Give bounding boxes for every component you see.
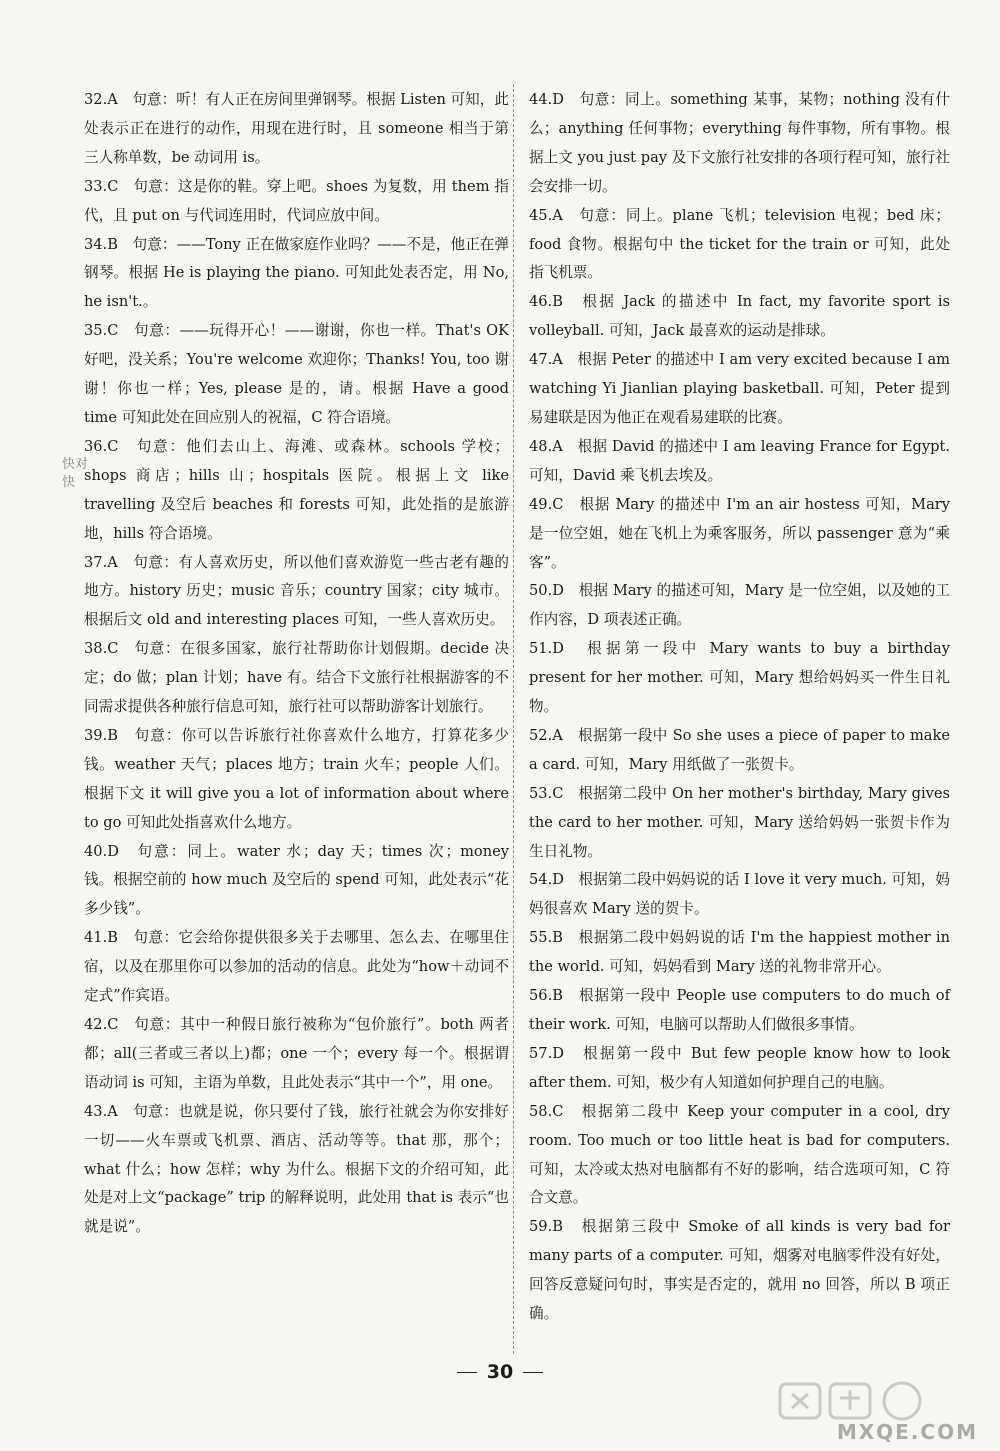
answer-item-53: 53.C 根据第二段中 On her mother's birthday, Mary gives the card to her mother. 可知，Mary 送给妈妈一张贺卡作为生日礼物。 [529,784,950,860]
answer-item-40: 40.D 句意：同上。water 水；day 天；times 次；money 钱。根据空前的 how much 及空后的 spend 可知，此处表示“花多少钱”。 [84,842,509,918]
answer-item-59: 59.B 根据第三段中 Smoke of all kinds is very bad for many parts of a computer. 可知，烟雾对电脑零件没有好处，回答反意疑问句时，事实是否定的，就用 no 回答，所以 B 项正确。 [529,1218,950,1323]
answer-item-32: 32.A 句意：听！有人正在房间里弹钢琴。根据 Listen 可知，此处表示正在进行的动作，用现在进行时，且 someone 相当于第三人称单数，be 动词用 is。 [84,91,509,166]
answer-item-43: 43.A 句意：也就是说，你只要付了钱，旅行社就会为你安排好一切——火车票或飞机票、酒店、活动等等。that 那，那个；what 什么；how 怎样；why 为什么。根据下文的介绍可知，此处是对上文“package” trip 的解释说明，此处用 that is 表示“也就是说”。 [84,1102,509,1236]
answer-item-47: 47.A 根据 Peter 的描述中 I am very excited because I am watching Yi Jianlian playing basketball. 可知，Peter 提到易建联是因为他正在观看易建联的比赛。 [529,351,950,426]
answer-item-56: 56.B 根据第一段中 People use computers to do much of their work. 可知，电脑可以帮助人们做很多事情。 [529,987,950,1033]
watermark-text: MXQE.COM [836,1420,978,1444]
answer-item-42: 42.C 句意：其中一种假日旅行被称为“包价旅行”。both 两者都；all(三者或三者以上)都；one 一个；every 每一个。根据谓语动词 is 可知，主语为单数，且此处表示“其中一个”，用 one。 [84,1016,509,1091]
answer-item-37: 37.A 句意：有人喜欢历史，所以他们喜欢游览一些古老有趣的地方。history 历史；music 音乐；country 国家；city 城市。根据后文 old and interesting places 可知，一些人喜欢历史。 [84,553,509,629]
answer-item-36: 36.C 句意：他们去山上、海滩、或森林。schools 学校；shops 商店；hills 山；hospitals 医院。根据上文 like travelling 及空后 beaches 和 forests 可知，此处指的是旅游地，hills 符合语境。 [84,437,509,542]
margin-stamp: 快对 快 [62,457,89,490]
answer-item-48: 48.A 根据 David 的描述中 I am leaving France for Egypt. 可知，David 乘飞机去埃及。 [529,437,950,484]
answer-item-44: 44.D 句意：同上。something 某事，某物；nothing 没有什么；anything 任何事物；everything 每件事物，所有事物。根据上文 you just pay 及下文旅行社安排的各项行程可知，旅行社会安排一切。 [529,91,950,195]
answer-item-50: 50.D 根据 Mary 的描述可知，Mary 是一位空姐，以及她的工作内容，D 项表述正确。 [529,582,950,629]
answer-item-57: 57.D 根据第一段中 But few people know how to look after them. 可知，极少有人知道如何护理自己的电脑。 [529,1044,950,1091]
answer-item-41: 41.B 句意：它会给你提供很多关于去哪里、怎么去、在哪里住宿，以及在那里你可以参加的活动的信息。此处为“how＋动词不定式”作宾语。 [84,929,509,1005]
answer-item-34: 34.B 句意：——Tony 正在做家庭作业吗？——不是，他正在弹钢琴。根据 He is playing the piano. 可知此处表否定，用 No, he isn't.。 [84,235,509,311]
page-number-dash-right [523,1372,543,1373]
column-divider [513,84,514,1354]
answer-item-45: 45.A 句意：同上。plane 飞机；television 电视；bed 床；food 食物。根据句中 the ticket for the train or 可知，此处指飞机票。 [529,206,950,282]
answer-item-49: 49.C 根据 Mary 的描述中 I'm an air hostess 可知，Mary 是一位空姐，她在飞机上为乘客服务，所以 passenger 意为“乘客”。 [529,495,950,571]
answer-item-52: 52.A 根据第一段中 So she uses a piece of paper to make a card. 可知，Mary 用纸做了一张贺卡。 [529,726,950,773]
answer-item-55: 55.B 根据第二段中妈妈说的话 I'm the happiest mother in the world. 可知，妈妈看到 Mary 送的礼物非常开心。 [529,929,950,976]
answer-item-46: 46.B 根据 Jack 的描述中 In fact, my favorite sport is volleyball. 可知，Jack 最喜欢的运动是排球。 [529,293,950,340]
page-number-dash-left [457,1372,477,1373]
answer-item-58: 58.C 根据第二段中 Keep your computer in a cool, dry room. Too much or too little heat is bad for computers. 可知，太冷或太热对电脑都有不好的影响，结合选项可知，C 符合文意。 [529,1102,950,1207]
answer-item-33: 33.C 句意：这是你的鞋。穿上吧。shoes 为复数，用 them 指代，且 put on 与代词连用时，代词应放中间。 [84,177,509,224]
page-number-text: 30 [486,1361,514,1383]
answer-item-39: 39.B 句意：你可以告诉旅行社你喜欢什么地方，打算花多少钱。weather 天气；places 地方；train 火车；people 人们。根据下文 it will give you a lot of information about where to go 可知此处指喜欢什么地方。 [84,726,509,831]
answer-item-51: 51.D 根据第一段中 Mary wants to buy a birthday present for her mother. 可知，Mary 想给妈妈买一件生日礼物。 [529,640,950,716]
answer-item-38: 38.C 句意：在很多国家，旅行社帮助你计划假期。decide 决定；do 做；plan 计划；have 有。结合下文旅行社根据游客的不同需求提供各种旅行信息可知，旅行社可以帮助游客计划旅行。 [84,640,509,716]
right-column [529,86,950,1329]
answer-item-35: 35.C 句意：——玩得开心！——谢谢，你也一样。That's OK 好吧，没关系；You're welcome 欢迎你；Thanks! You, too 谢谢！你也一样；Yes, please 是的，请。根据 Have a good time 可知此处在回应别人的祝福，C 符合语境。 [84,322,509,426]
answer-item-54: 54.D 根据第二段中妈妈说的话 I love it very much. 可知，妈妈很喜欢 Mary 送的贺卡。 [529,871,950,918]
left-column [84,86,509,1242]
